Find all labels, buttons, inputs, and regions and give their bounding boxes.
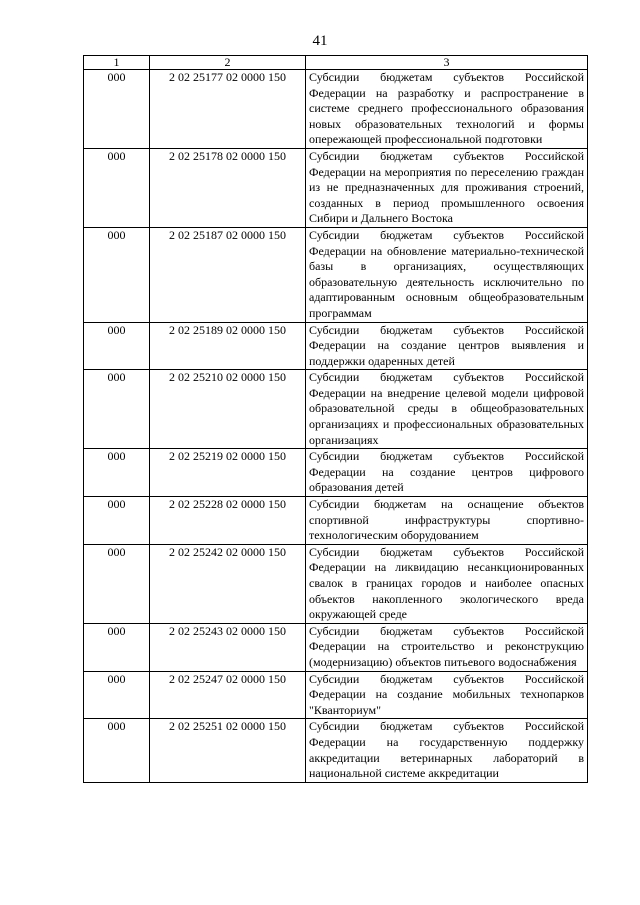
- admin-code-cell: 000: [84, 227, 150, 322]
- description-cell: Субсидии бюджетам на оснащение объектов спортивной инфраструктуры спортивно-технологическим оборудованием: [306, 497, 588, 545]
- table-row: [84, 671, 588, 719]
- admin-code-cell: 000: [84, 719, 150, 782]
- table-row: [84, 70, 588, 149]
- table-row: [84, 370, 588, 449]
- budget-code-cell: 2 02 25189 02 0000 150: [150, 322, 306, 370]
- table-row: [84, 449, 588, 497]
- budget-code-cell: 2 02 25251 02 0000 150: [150, 719, 306, 782]
- description-cell: Субсидии бюджетам субъектов Российской Федерации на создание мобильных технопарков "Кванториум": [306, 671, 588, 719]
- admin-code-cell: 000: [84, 449, 150, 497]
- budget-code-cell: 2 02 25210 02 0000 150: [150, 370, 306, 449]
- description-cell: Субсидии бюджетам субъектов Российской Федерации на создание центров цифрового образования детей: [306, 449, 588, 497]
- table-row: [84, 497, 588, 545]
- budget-classification-table: [83, 55, 588, 783]
- budget-code-cell: 2 02 25177 02 0000 150: [150, 70, 306, 149]
- column-header-3: 3: [306, 56, 588, 70]
- budget-code-cell: 2 02 25247 02 0000 150: [150, 671, 306, 719]
- table-row: [84, 544, 588, 623]
- description-cell: Субсидии бюджетам субъектов Российской Федерации на создание центров выявления и поддержки одаренных детей: [306, 322, 588, 370]
- column-header-1: 1: [84, 56, 150, 70]
- description-cell: Субсидии бюджетам субъектов Российской Федерации на ликвидацию несанкционированных свалок в границах городов и наиболее опасных объектов накопленного экологического вреда окружающей среде: [306, 544, 588, 623]
- description-cell: Субсидии бюджетам субъектов Российской Федерации на внедрение целевой модели цифровой образовательной среды в общеобразовательных организациях и профессиональных образовательных организациях: [306, 370, 588, 449]
- budget-code-cell: 2 02 25228 02 0000 150: [150, 497, 306, 545]
- table-row: [84, 623, 588, 671]
- description-cell: Субсидии бюджетам субъектов Российской Федерации на обновление материально-технической базы в организациях, осуществляющих образовательную деятельность исключительно по адаптированным основным общеобразовательным программам: [306, 227, 588, 322]
- description-cell: Субсидии бюджетам субъектов Российской Федерации на мероприятия по переселению граждан из не предназначенных для проживания строений, созданных в период промышленного освоения Сибири и Дальнего Востока: [306, 148, 588, 227]
- admin-code-cell: 000: [84, 370, 150, 449]
- table-row: [84, 148, 588, 227]
- description-cell: Субсидии бюджетам субъектов Российской Федерации на строительство и реконструкцию (модернизацию) объектов питьевого водоснабжения: [306, 623, 588, 671]
- table-row: [84, 227, 588, 322]
- description-cell: Субсидии бюджетам субъектов Российской Федерации на разработку и распространение в системе среднего профессионального образования новых образовательных технологий и формы опережающей профессиональной подготовки: [306, 70, 588, 149]
- budget-code-cell: 2 02 25219 02 0000 150: [150, 449, 306, 497]
- table-row: [84, 322, 588, 370]
- admin-code-cell: 000: [84, 671, 150, 719]
- budget-code-cell: 2 02 25242 02 0000 150: [150, 544, 306, 623]
- budget-code-cell: 2 02 25187 02 0000 150: [150, 227, 306, 322]
- admin-code-cell: 000: [84, 148, 150, 227]
- admin-code-cell: 000: [84, 497, 150, 545]
- description-cell: Субсидии бюджетам субъектов Российской Федерации на государственную поддержку аккредитации ветеринарных лабораторий в национальной системе аккредитации: [306, 719, 588, 782]
- page-number: 41: [312, 33, 328, 49]
- admin-code-cell: 000: [84, 544, 150, 623]
- column-header-2: 2: [150, 56, 306, 70]
- budget-code-cell: 2 02 25178 02 0000 150: [150, 148, 306, 227]
- admin-code-cell: 000: [84, 322, 150, 370]
- table-row: [84, 719, 588, 782]
- admin-code-cell: 000: [84, 70, 150, 149]
- admin-code-cell: 000: [84, 623, 150, 671]
- table-header-row: [84, 56, 588, 70]
- budget-code-cell: 2 02 25243 02 0000 150: [150, 623, 306, 671]
